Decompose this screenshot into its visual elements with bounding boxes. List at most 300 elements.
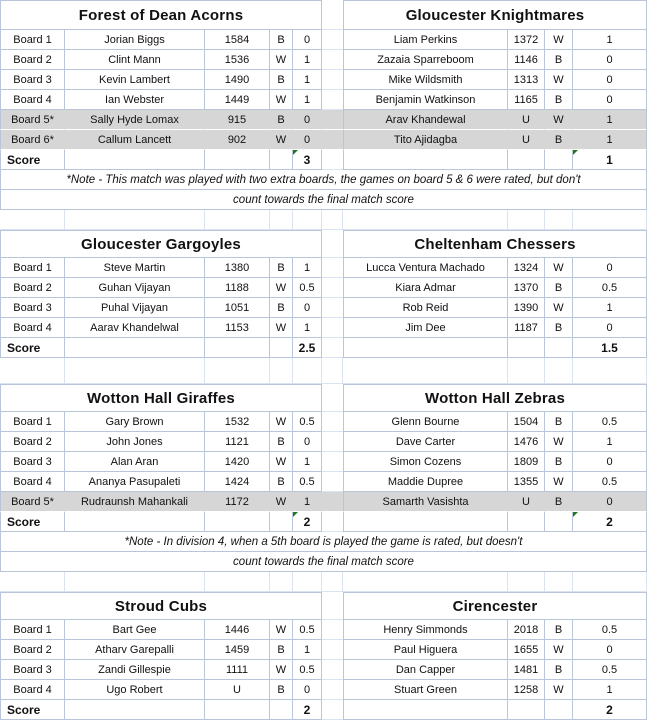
grid-cell [270,358,293,384]
spacer-cell [322,412,343,432]
rating-cell: 1258 [508,680,545,700]
rating-cell: 1146 [508,50,545,70]
grid-cell [322,572,343,592]
result-cell: 0 [573,50,647,70]
board-cell: Board 3 [0,660,65,680]
score-value-text: 3 [303,152,311,167]
player-cell: Guhan Vijayan [65,278,205,298]
colour-cell: W [270,660,293,680]
board-cell: Board 1 [0,412,65,432]
note-row [0,552,647,572]
note-text: count towards the final match score [0,190,647,210]
player-cell: Mike Wildsmith [343,70,508,90]
spacer-cell [322,258,343,278]
team-header-left: Forest of Dean Acorns [0,0,322,30]
board-cell: Board 6* [0,130,65,150]
board-row [0,660,647,680]
player-cell: Rudraunsh Mahankali [65,492,205,512]
colour-cell: W [545,110,573,130]
board-row [0,492,647,512]
rating-cell: 1655 [508,640,545,660]
spacer-cell [322,338,343,358]
empty-cell [270,512,293,532]
board-cell: Board 1 [0,620,65,640]
team-header-left: Gloucester Gargoyles [0,230,322,258]
player-cell: Maddie Dupree [343,472,508,492]
result-cell: 0.5 [293,278,322,298]
note-row [0,532,647,552]
score-value-right [573,512,647,532]
empty-cell [508,700,545,720]
player-cell: Zandi Gillespie [65,660,205,680]
result-cell: 0.5 [293,620,322,640]
grid-cell [293,358,322,384]
result-cell: 0.5 [573,620,647,640]
player-cell: Ananya Pasupaleti [65,472,205,492]
spacer-cell [322,384,343,412]
player-cell: Arav Khandewal [343,110,508,130]
board-row [0,452,647,472]
player-cell: Samarth Vasishta [343,492,508,512]
colour-cell: B [270,258,293,278]
colour-cell: B [545,130,573,150]
rating-cell: U [508,130,545,150]
spacer-cell [322,150,343,170]
board-row [0,278,647,298]
player-cell: Paul Higuera [343,640,508,660]
spacer-cell [322,130,343,150]
spacer-cell [322,660,343,680]
header-row [0,384,647,412]
rating-cell: 1504 [508,412,545,432]
result-cell: 1 [293,492,322,512]
board-cell: Board 3 [0,298,65,318]
board-row [0,90,647,110]
grid-cell [0,210,65,230]
empty-cell [545,700,573,720]
board-cell: Board 3 [0,70,65,90]
player-cell: Dave Carter [343,432,508,452]
board-cell: Board 5* [0,110,65,130]
rating-cell: 1536 [205,50,270,70]
colour-cell: B [545,278,573,298]
rating-cell: 1584 [205,30,270,50]
spacer-cell [322,90,343,110]
rating-cell: 1313 [508,70,545,90]
spacer-cell [322,278,343,298]
score-value-left [293,700,322,720]
grid-cell [322,358,343,384]
colour-cell: B [270,640,293,660]
board-row [0,70,647,90]
error-indicator-icon [293,150,298,155]
board-row [0,318,647,338]
result-cell: 0 [573,70,647,90]
colour-cell: W [270,318,293,338]
error-indicator-icon [293,512,298,517]
colour-cell: B [270,472,293,492]
board-cell: Board 2 [0,432,65,452]
colour-cell: W [545,432,573,452]
colour-cell: B [545,50,573,70]
board-row [0,472,647,492]
player-cell: Glenn Bourne [343,412,508,432]
colour-cell: W [270,90,293,110]
empty-cell [205,338,270,358]
rating-cell: 1165 [508,90,545,110]
result-cell: 0 [573,90,647,110]
board-cell: Board 1 [0,258,65,278]
result-cell: 0.5 [293,660,322,680]
rating-cell: 1172 [205,492,270,512]
result-cell: 0 [573,318,647,338]
result-cell: 0 [293,298,322,318]
result-cell: 1 [293,70,322,90]
rating-cell: 1324 [508,258,545,278]
rating-cell: 1446 [205,620,270,640]
player-cell: Sally Hyde Lomax [65,110,205,130]
empty-cell [508,150,545,170]
result-cell: 0 [573,640,647,660]
result-cell: 0.5 [573,278,647,298]
player-cell: Ugo Robert [65,680,205,700]
player-cell: Zazaia Sparreboom [343,50,508,70]
score-value-text: 1.5 [601,340,618,355]
colour-cell: W [270,620,293,640]
result-cell: 1 [293,318,322,338]
result-cell: 1 [573,298,647,318]
score-row [0,338,647,358]
rating-cell: 1370 [508,278,545,298]
score-value-text: 1 [606,152,613,167]
result-cell: 0 [293,432,322,452]
result-cell: 1 [293,640,322,660]
spacer-cell [322,512,343,532]
colour-cell: W [545,70,573,90]
empty-cell [270,700,293,720]
rating-cell: 2018 [508,620,545,640]
result-cell: 1 [573,432,647,452]
score-row [0,150,647,170]
empty-cell [205,150,270,170]
grid-cell [65,572,205,592]
colour-cell: W [270,412,293,432]
result-cell: 1 [573,30,647,50]
colour-cell: B [270,30,293,50]
player-cell: Callum Lancett [65,130,205,150]
rating-cell: 1476 [508,432,545,452]
colour-cell: B [270,298,293,318]
grid-cell [65,210,205,230]
empty-cell [343,338,508,358]
score-value-right [573,700,647,720]
empty-cell [343,512,508,532]
rating-cell: 1390 [508,298,545,318]
empty-cell [205,512,270,532]
score-value-left [293,150,322,170]
result-cell: 0.5 [293,412,322,432]
player-cell: Steve Martin [65,258,205,278]
result-cell: 0 [293,130,322,150]
note-row [0,190,647,210]
rating-cell: U [205,680,270,700]
score-value-right [573,150,647,170]
rating-cell: 1481 [508,660,545,680]
grid-cell [270,210,293,230]
player-cell: Bart Gee [65,620,205,640]
note-text: *Note - In division 4, when a 5th board is played the game is rated, but doesn't [0,532,647,552]
player-cell: Aarav Khandelwal [65,318,205,338]
colour-cell: W [270,278,293,298]
player-cell: Jorian Biggs [65,30,205,50]
spacer-cell [322,0,343,30]
colour-cell: B [545,660,573,680]
rating-cell: 1809 [508,452,545,472]
grid-cell [545,572,573,592]
grid-cell [343,572,508,592]
result-cell: 1 [573,110,647,130]
result-cell: 0.5 [573,472,647,492]
spacer-cell [322,110,343,130]
empty-cell [343,150,508,170]
result-cell: 0 [293,30,322,50]
grid-cell [293,572,322,592]
grid-cell [205,358,270,384]
team-header-right: Wotton Hall Zebras [343,384,647,412]
score-row [0,700,647,720]
board-cell: Board 4 [0,680,65,700]
board-row [0,50,647,70]
grid-cell [0,572,65,592]
player-cell: Kevin Lambert [65,70,205,90]
board-row [0,640,647,660]
board-cell: Board 4 [0,90,65,110]
result-cell: 1 [293,50,322,70]
colour-cell: B [545,412,573,432]
rating-cell: 915 [205,110,270,130]
colour-cell: B [545,620,573,640]
empty-cell [65,338,205,358]
board-row [0,412,647,432]
empty-cell [343,700,508,720]
empty-cell [65,150,205,170]
result-cell: 1 [573,680,647,700]
player-cell: Tito Ajidagba [343,130,508,150]
colour-cell: W [545,258,573,278]
board-row [0,258,647,278]
rating-cell: 1380 [205,258,270,278]
rating-cell: U [508,492,545,512]
grid-cell [508,572,545,592]
spacer-cell [322,472,343,492]
grid-cell [65,358,205,384]
error-indicator-icon [573,150,578,155]
player-cell: Henry Simmonds [343,620,508,640]
spacer-cell [322,700,343,720]
score-value-left [293,512,322,532]
grid-cell [508,358,545,384]
rating-cell: 1121 [205,432,270,452]
player-cell: Gary Brown [65,412,205,432]
player-cell: Rob Reid [343,298,508,318]
result-cell: 0.5 [293,472,322,492]
spacer-cell [322,318,343,338]
score-value-text: 2 [606,702,613,717]
player-cell: Kiara Admar [343,278,508,298]
score-value-text: 2 [303,514,311,529]
score-label: Score [0,150,65,170]
player-cell: Benjamin Watkinson [343,90,508,110]
player-cell: Liam Perkins [343,30,508,50]
player-cell: Alan Aran [65,452,205,472]
rating-cell: 1372 [508,30,545,50]
error-indicator-icon [573,512,578,517]
empty-cell [508,512,545,532]
grid-cell [205,210,270,230]
colour-cell: W [545,472,573,492]
rating-cell: 1111 [205,660,270,680]
rating-cell: 1459 [205,640,270,660]
result-cell: 0 [293,110,322,130]
rating-cell: 902 [205,130,270,150]
grid-cell [508,210,545,230]
player-cell: Ian Webster [65,90,205,110]
spacer-cell [322,298,343,318]
board-cell: Board 4 [0,318,65,338]
colour-cell: W [270,492,293,512]
result-cell: 0.5 [573,412,647,432]
team-header-right: Gloucester Knightmares [343,0,647,30]
colour-cell: W [270,130,293,150]
score-row [0,512,647,532]
player-cell: John Jones [65,432,205,452]
colour-cell: W [270,50,293,70]
empty-cell [545,338,573,358]
board-cell: Board 2 [0,50,65,70]
board-row [0,432,647,452]
rating-cell: 1355 [508,472,545,492]
player-cell: Puhal Vijayan [65,298,205,318]
empty-cell [508,338,545,358]
score-label: Score [0,512,65,532]
spacer-cell [322,70,343,90]
rating-cell: 1424 [205,472,270,492]
grid-cell [322,210,343,230]
spacer-cell [322,452,343,472]
player-cell: Atharv Garepalli [65,640,205,660]
empty-cell [545,512,573,532]
score-label: Score [0,338,65,358]
grid-cell [545,358,573,384]
board-row [0,130,647,150]
grid-cell [573,210,647,230]
board-row [0,298,647,318]
score-value-right [573,338,647,358]
score-value-text: 2 [303,702,311,717]
rating-cell: 1187 [508,318,545,338]
grid-cell [293,210,322,230]
grid-cell [205,572,270,592]
spacer-cell [322,592,343,620]
result-cell: 1 [293,258,322,278]
team-header-right: Cheltenham Chessers [343,230,647,258]
board-cell: Board 5* [0,492,65,512]
team-header-left: Stroud Cubs [0,592,322,620]
grid-cell [343,358,508,384]
board-row [0,30,647,50]
grid-cell [343,210,508,230]
header-row [0,0,647,30]
result-cell: 1 [293,452,322,472]
colour-cell: W [545,680,573,700]
team-header-left: Wotton Hall Giraffes [0,384,322,412]
colour-cell: B [270,680,293,700]
colour-cell: B [545,492,573,512]
board-cell: Board 2 [0,640,65,660]
player-cell: Lucca Ventura Machado [343,258,508,278]
spacer-cell [322,432,343,452]
header-row [0,592,647,620]
board-row [0,110,647,130]
player-cell: Stuart Green [343,680,508,700]
result-cell: 0 [573,492,647,512]
board-row [0,620,647,640]
note-text: count towards the final match score [0,552,647,572]
rating-cell: 1153 [205,318,270,338]
spacer-cell [322,640,343,660]
colour-cell: W [545,298,573,318]
board-row [0,680,647,700]
score-value-text: 2.5 [298,340,316,355]
result-cell: 0.5 [573,660,647,680]
empty-cell [270,338,293,358]
player-cell: Simon Cozens [343,452,508,472]
player-cell: Jim Dee [343,318,508,338]
rating-cell: 1449 [205,90,270,110]
note-row [0,170,647,190]
header-row [0,230,647,258]
rating-cell: 1420 [205,452,270,472]
empty-cell [545,150,573,170]
grid-cell [573,572,647,592]
score-value-text: 2 [606,514,613,529]
result-cell: 0 [293,680,322,700]
result-cell: 0 [573,452,647,472]
board-cell: Board 3 [0,452,65,472]
empty-cell [205,700,270,720]
grid-cell [0,358,65,384]
empty-cell [65,700,205,720]
spacer-cell [322,680,343,700]
colour-cell: W [545,30,573,50]
board-cell: Board 1 [0,30,65,50]
grid-cell [573,358,647,384]
empty-cell [65,512,205,532]
colour-cell: W [270,452,293,472]
rating-cell: U [508,110,545,130]
rating-cell: 1490 [205,70,270,90]
note-text: *Note - This match was played with two extra boards, the games on board 5 & 6 were rated, but don't [0,170,647,190]
score-label: Score [0,700,65,720]
score-value-left [293,338,322,358]
colour-cell: B [545,452,573,472]
empty-cell [270,150,293,170]
spacer-cell [322,620,343,640]
spacer-cell [322,30,343,50]
rating-cell: 1532 [205,412,270,432]
board-cell: Board 2 [0,278,65,298]
colour-cell: B [545,318,573,338]
